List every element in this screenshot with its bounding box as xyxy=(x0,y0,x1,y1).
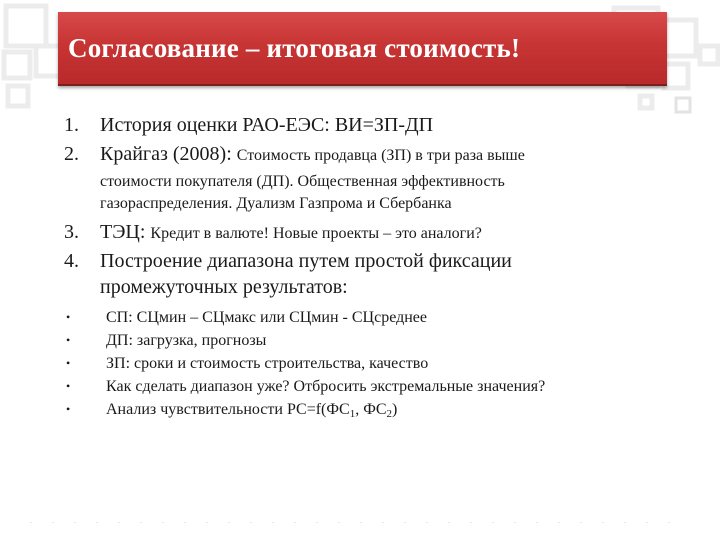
numbered-item-4 xyxy=(64,248,704,300)
bullet-text: ЗП: сроки и стоимость строительства, качество xyxy=(106,355,429,372)
bullet-marker: • xyxy=(66,379,71,393)
bullet-marker: • xyxy=(66,402,71,416)
list-item xyxy=(64,306,704,329)
item-text-line: газораспределения. Дуализм Газпрома и Сбербанка xyxy=(100,195,452,212)
item-text: Стоимость продавца (ЗП) в три раза выше xyxy=(236,147,525,164)
slide-content xyxy=(64,112,704,421)
item-text: Кредит в валюте! Новые проекты – это аналоги? xyxy=(150,225,482,242)
bullet-marker: • xyxy=(66,356,71,370)
item-text-line: стоимости покупателя (ДП). Общественная эффективность xyxy=(100,173,505,190)
list-item xyxy=(64,352,704,375)
list-item xyxy=(64,329,704,352)
title-bar xyxy=(58,12,667,86)
subscript: 1 xyxy=(349,408,356,420)
item-number: 2. xyxy=(64,143,79,165)
item-number: 4. xyxy=(64,250,79,272)
footer-divider xyxy=(30,522,690,523)
list-item xyxy=(64,398,704,421)
bullet-text xyxy=(106,398,397,421)
bullet-marker: • xyxy=(66,310,71,324)
item-heading: ТЭЦ: xyxy=(100,221,151,243)
bullet-text-prefix: Анализ чувствительности РС=f(ФС xyxy=(106,401,350,418)
bullet-text-middle: , ФС xyxy=(355,401,387,418)
item-number: 3. xyxy=(64,221,79,243)
item-text: Построение диапазона путем простой фиксации xyxy=(100,250,512,272)
item-text-line: промежуточных результатов: xyxy=(100,276,348,298)
list-item xyxy=(64,375,704,398)
subscript: 2 xyxy=(386,408,393,420)
bullet-marker: • xyxy=(66,333,71,347)
item-text: История оценки РАО-ЕЭС: ВИ=ЗП-ДП xyxy=(100,114,434,136)
bullet-text: Как сделать диапазон уже? Отбросить экстремальные значения? xyxy=(106,378,546,395)
bullet-text-suffix: ) xyxy=(392,401,398,418)
numbered-item-3 xyxy=(64,219,704,245)
slide-title: Согласование – итоговая стоимость! xyxy=(68,32,521,63)
item-heading: Крайгаз (2008): xyxy=(100,143,237,165)
bullet-list xyxy=(64,306,704,421)
item-number: 1. xyxy=(64,114,79,136)
numbered-item-2 xyxy=(64,141,704,215)
numbered-item-1 xyxy=(64,112,704,138)
bullet-text: СП: СЦмин – СЦмакс или СЦмин - СЦсреднее xyxy=(106,309,428,326)
bullet-text: ДП: загрузка, прогнозы xyxy=(106,332,267,349)
